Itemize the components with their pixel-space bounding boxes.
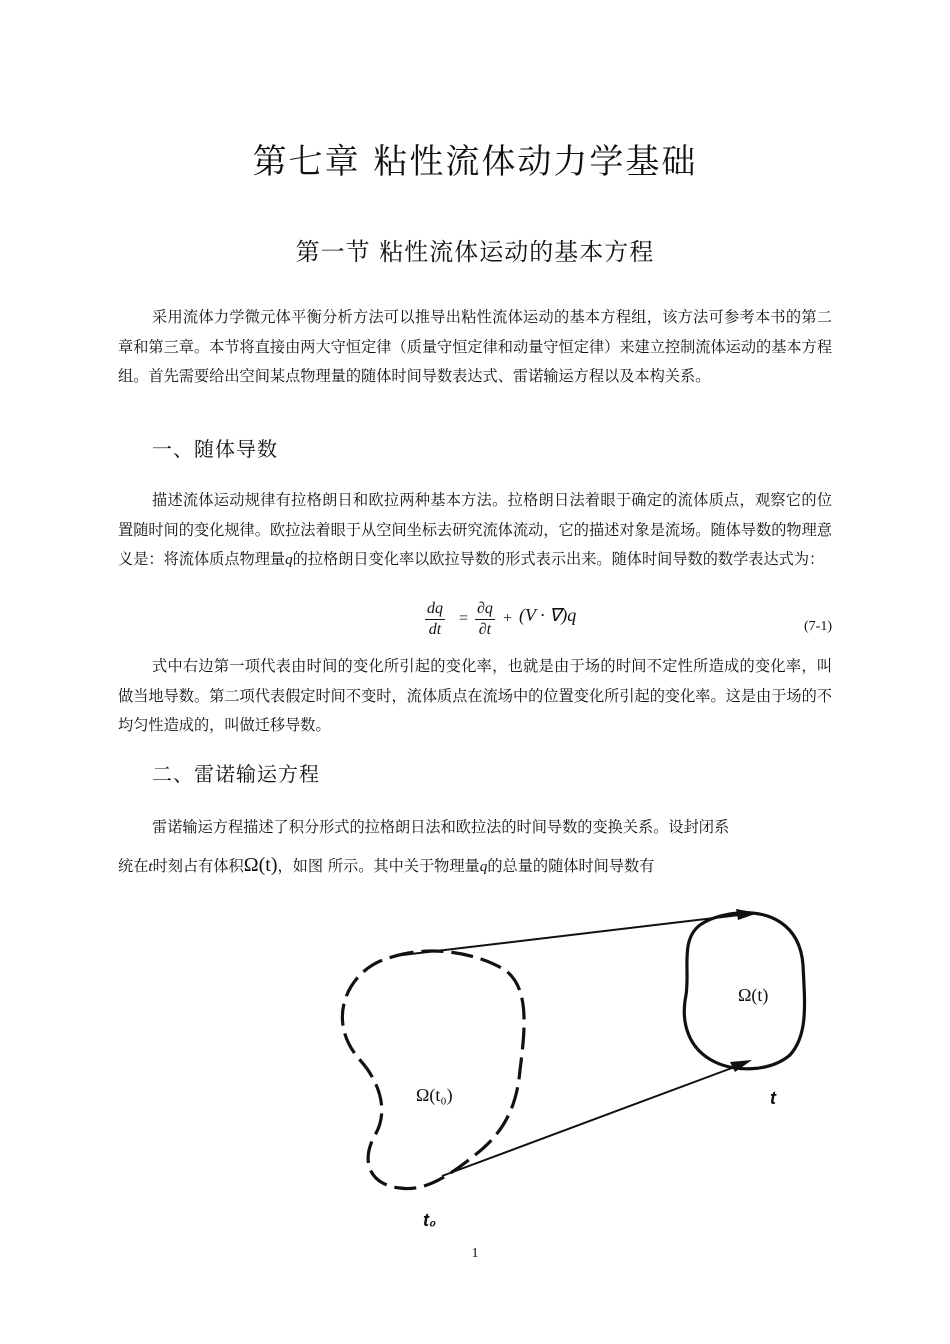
fraction-partial-q-partial-t: [475, 599, 495, 640]
fraction-denominator: dt: [428, 621, 442, 638]
label-omega-t: Ω(t): [738, 985, 769, 1005]
omega-t-symbol: Ω(t): [243, 854, 278, 876]
upper-trajectory-line: [394, 914, 748, 956]
paragraph-text: 统在: [118, 857, 149, 875]
reynolds-paragraph-line2: [118, 851, 832, 882]
equals-sign: =: [459, 610, 469, 627]
subsection-heading-material-derivative: 一、随体导数: [152, 437, 278, 461]
paragraph-text: 的拉格朗日变化率以欧拉导数的形式表示出来。随体时间导数的数学表达式为：: [292, 550, 825, 568]
variable-q: q: [479, 858, 488, 875]
lower-trajectory-line: [442, 1065, 740, 1176]
intro-paragraph: 采用流体力学微元体平衡分析方法可以推导出粘性流体运动的基本方程组，该方法可参考本书的第二章和第三章。本节将直接由两大守恒定律（质量守恒定律和动量守恒定律）来建立控制流体运动的基本方程组。首先需要给出空间某点物理量的随体时间导数表达式、雷诺输运方程以及本构关系。: [118, 308, 832, 385]
fraction-numerator: ∂q: [475, 599, 495, 620]
label-t: t: [770, 1088, 776, 1108]
page-number: 1: [471, 1246, 479, 1261]
paragraph-text: 的总量的随体时间导数有: [487, 857, 655, 875]
section-title: 第一节 粘性流体运动的基本方程: [295, 238, 655, 266]
fraction-dq-dt: [425, 599, 445, 640]
equation-7-1: [425, 597, 595, 649]
paragraph-text: 时刻占有体积: [152, 857, 244, 875]
variable-q: q: [285, 551, 293, 568]
variable-t: t: [148, 858, 153, 875]
plus-sign: +: [503, 610, 513, 627]
label-omega-t0: Ω(t₀): [416, 1085, 453, 1105]
fraction-numerator: dq: [425, 599, 445, 620]
equation-number: (7-1): [804, 619, 832, 634]
convective-term: (V · ∇)q: [519, 605, 577, 625]
label-t0: t₀: [423, 1210, 437, 1230]
paragraph-text: ，如图 所示。其中关于物理量: [277, 857, 480, 875]
material-derivative-paragraph: [118, 486, 832, 575]
fraction-denominator: ∂t: [478, 621, 492, 638]
derivative-explanation-paragraph: 式中右边第一项代表由时间的变化所引起的变化率，也就是由于场的时间不定性所造成的变化率，叫做当地导数。第二项代表假定时间不变时，流体质点在流场中的位置变化所引起的变化率。这是由于场的不均匀性造成的，叫做迁移导数。: [118, 657, 832, 734]
reynolds-transport-figure: [330, 900, 810, 1230]
subsection-heading-reynolds-transport: 二、雷诺输运方程: [152, 762, 320, 786]
chapter-title: 第七章 粘性流体动力学基础: [252, 142, 698, 182]
region-t0-dashed-outline: [342, 951, 524, 1189]
paragraph-text: 描述流体运动规律有拉格朗日和欧拉两种基本方法。拉格朗日法着眼于确定的流体质点，观察它的位置随时间的变化规律。欧拉法着眼于从空间坐标去研究流体流动，它的描述对象是流场。随体导数的物理意义是：将流体质点物理量: [118, 491, 832, 568]
reynolds-paragraph-line1: 雷诺输运方程描述了积分形式的拉格朗日法和欧拉法的时间导数的变换关系。设封闭系: [152, 818, 730, 836]
